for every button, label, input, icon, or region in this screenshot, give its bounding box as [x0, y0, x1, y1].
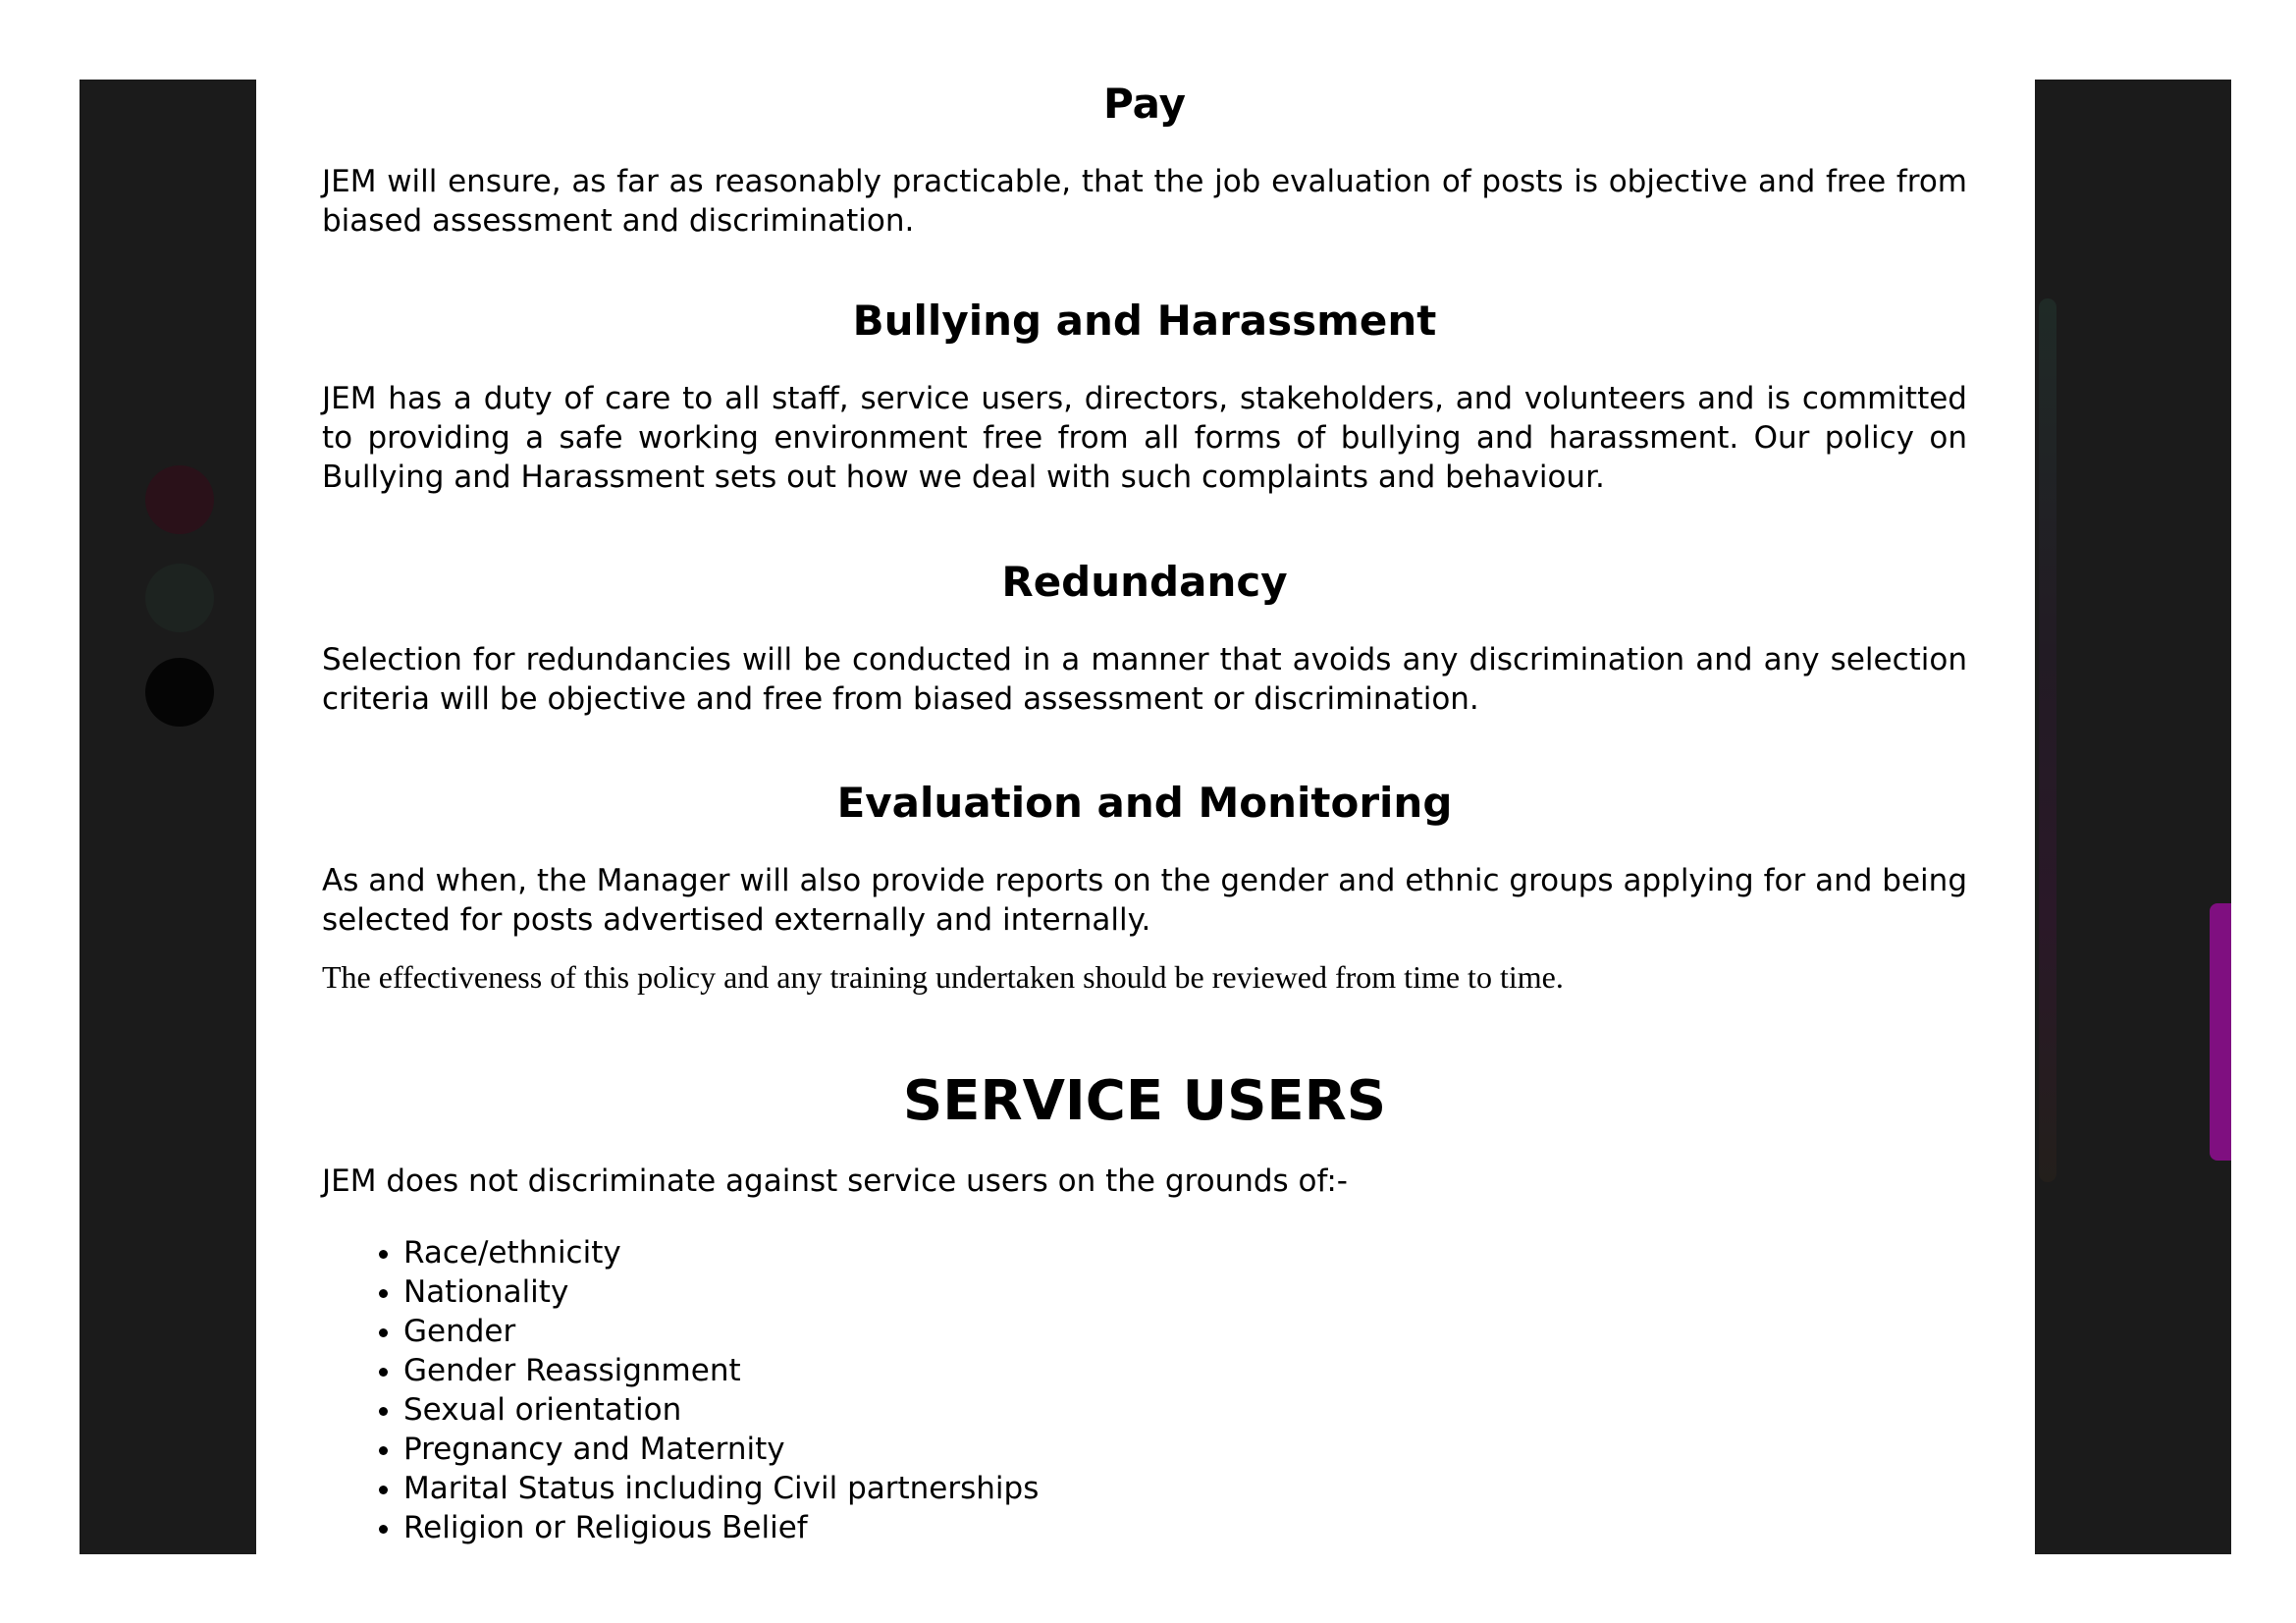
right-dark-panel	[2035, 80, 2231, 1554]
document-page	[256, 80, 2035, 1554]
heading-pay: Pay	[1102, 80, 1187, 128]
list-item: • Pregnancy and Maternity	[403, 1430, 1967, 1469]
paragraph-service-users-intro: JEM does not discriminate against service users on the grounds of:-	[322, 1163, 1348, 1200]
paragraph-redundancy: Selection for redundancies will be conducted in a manner that avoids any discrimination and any selection criteria will be objective and free from biased assessment or discrimination.	[322, 642, 1967, 718]
scrollbar-thumb[interactable]	[2210, 903, 2231, 1161]
list-item: • Gender Reassignment	[403, 1351, 1967, 1390]
red-circle-icon	[145, 465, 214, 534]
paragraph-bullying: JEM has a duty of care to all staff, service users, directors, stakeholders, and volunteers and is committed to providing a safe working environment free from all forms of bullying and harassment. Our policy on Bullying and Harassment sets out how we deal with such complaints and behaviour.	[322, 381, 1967, 496]
paragraph-evaluation-note: The effectiveness of this policy and any training undertaken should be reviewed from time to time.	[322, 959, 1564, 996]
section-redundancy	[322, 558, 1967, 719]
list-item: • Gender	[403, 1312, 1967, 1351]
black-circle-icon	[145, 658, 214, 727]
section-service-users	[322, 1068, 1967, 1547]
list-item: • Nationality	[403, 1272, 1967, 1312]
list-item: • Sexual orientation	[403, 1390, 1967, 1430]
heading-service-users: SERVICE USERS	[902, 1069, 1387, 1133]
heading-evaluation: Evaluation and Monitoring	[836, 779, 1453, 827]
paragraph-pay: JEM will ensure, as far as reasonably practicable, that the job evaluation of posts is objective and free from biased assessment and discrimination.	[322, 164, 1967, 240]
list-item: • Marital Status including Civil partnerships	[403, 1469, 1967, 1508]
heading-bullying: Bullying and Harassment	[852, 297, 1437, 345]
section-bullying	[322, 297, 1967, 497]
list-item: • Religion or Religious Belief	[403, 1508, 1967, 1547]
right-panel-track	[2039, 298, 2056, 1182]
section-evaluation	[322, 779, 1967, 997]
heading-redundancy: Redundancy	[1001, 558, 1288, 606]
paragraph-evaluation: As and when, the Manager will also provide reports on the gender and ethnic groups applying for and being selected for posts advertised externally and internally.	[322, 863, 1967, 939]
list-item: • Race/ethnicity	[403, 1233, 1967, 1272]
left-dark-panel	[80, 80, 256, 1554]
grounds-list	[322, 1233, 1967, 1547]
section-pay	[322, 80, 1967, 241]
green-circle-icon	[145, 564, 214, 632]
